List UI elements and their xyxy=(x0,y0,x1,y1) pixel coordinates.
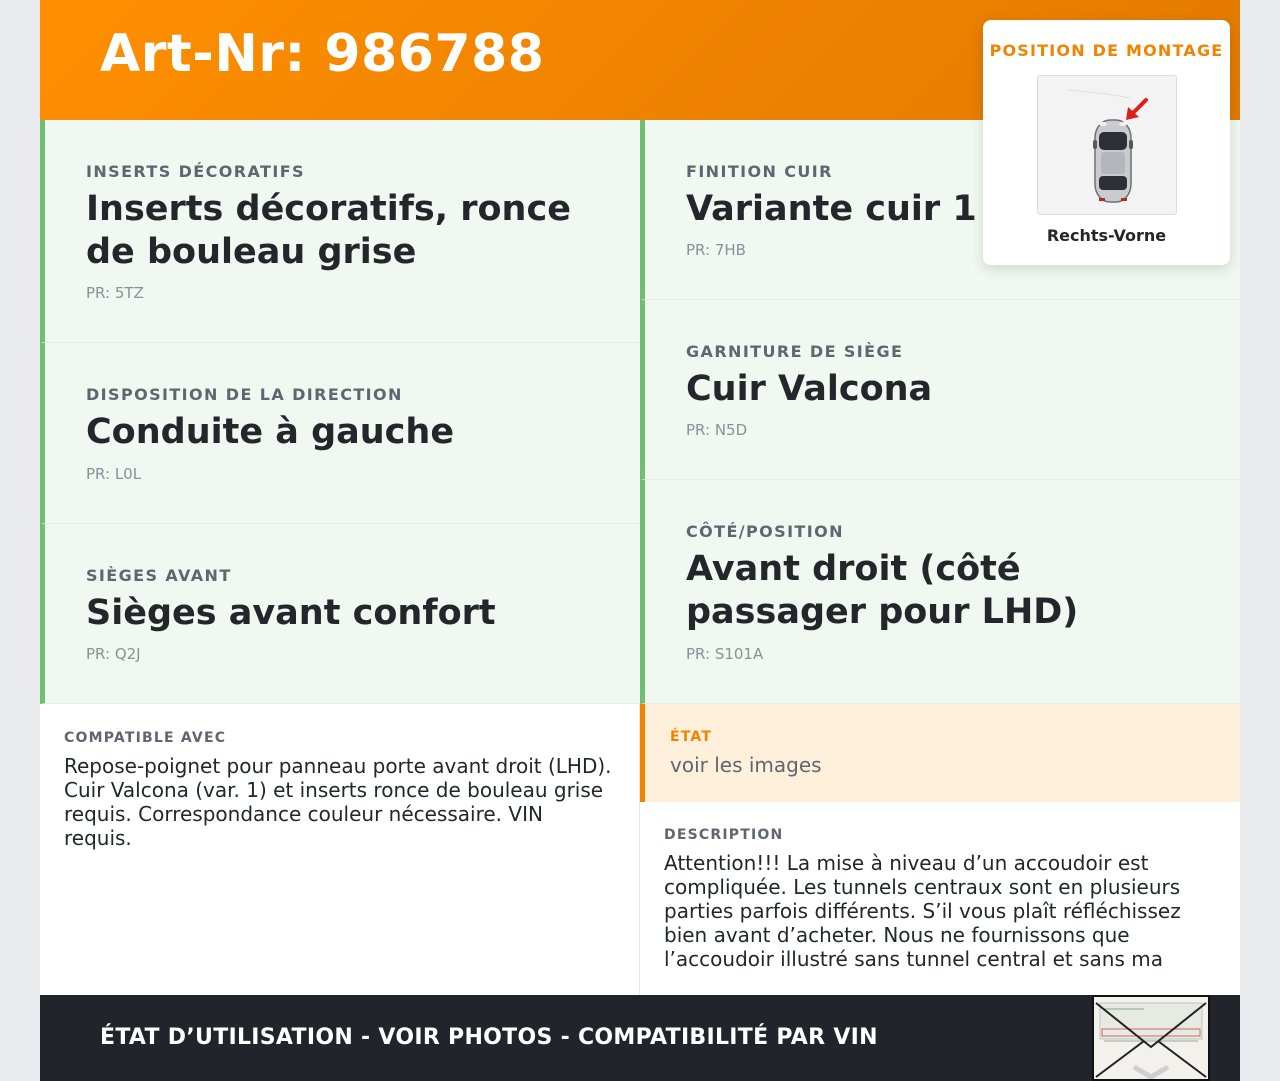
part-label-thumbnail[interactable] xyxy=(1092,995,1210,1081)
spec-cell-inserts xyxy=(40,120,640,343)
spec-cell-steering xyxy=(40,343,640,524)
spec-value: Conduite à gauche xyxy=(86,412,455,452)
compatibility-label: COMPATIBLE AVEC xyxy=(64,730,227,746)
spec-pr-code: PR: 7HB xyxy=(686,241,746,259)
description-text: Attention!!! La mise à niveau d’un accoudoir est compliquée. Les tunnels centraux sont en plusieurs parties parfois différents. S’il vous plaît réfléchissez bien avant d’acheter. Nous ne fournissons que l’accoudoir illustré sans tunnel central et sans ma xyxy=(664,851,1181,971)
car-position-image[interactable] xyxy=(1037,75,1177,215)
condition-value: voir les images xyxy=(670,753,822,777)
spec-pr-code: PR: Q2J xyxy=(86,645,141,663)
footer-text: ÉTAT D’UTILISATION - VOIR PHOTOS - COMPATIBILITÉ PAR VIN xyxy=(100,1025,878,1050)
spec-label: SIÈGES AVANT xyxy=(86,566,232,585)
spec-value: Sièges avant confort xyxy=(86,593,496,633)
spec-value: Inserts décoratifs, ronce de bouleau grise xyxy=(86,189,571,272)
spec-cell-side-position xyxy=(640,480,1240,704)
compatibility-text: Repose-poignet pour panneau porte avant droit (LHD). Cuir Valcona (var. 1) et inserts ronce de bouleau grise requis. Correspondance couleur nécessaire. VIN requis. xyxy=(64,754,612,850)
spec-label: DISPOSITION DE LA DIRECTION xyxy=(86,385,403,404)
condition-section xyxy=(640,704,1240,802)
spec-value: Cuir Valcona xyxy=(686,369,933,409)
footer-bar xyxy=(40,995,1240,1081)
spec-label: CÔTÉ/POSITION xyxy=(686,522,844,541)
mounting-position-card xyxy=(983,20,1230,265)
red-arrow-icon xyxy=(1126,100,1146,120)
spec-cell-front-seats xyxy=(40,524,640,704)
description-section xyxy=(640,802,1240,995)
envelope-label-icon xyxy=(1094,997,1208,1079)
spec-pr-code: PR: 5TZ xyxy=(86,284,144,302)
spec-cell-seat-trim xyxy=(640,300,1240,480)
spec-label: FINITION CUIR xyxy=(686,162,833,181)
car-top-view-icon xyxy=(1038,76,1176,214)
spec-value: Avant droit (côté passager pour LHD) xyxy=(686,549,1079,632)
description-label: DESCRIPTION xyxy=(664,827,784,843)
mounting-position-caption: Rechts-Vorne xyxy=(1046,226,1167,245)
article-number: Art-Nr: 986788 xyxy=(100,24,545,84)
spec-value: Variante cuir 1 xyxy=(686,189,977,229)
condition-label: ÉTAT xyxy=(670,729,713,745)
mounting-position-title: POSITION DE MONTAGE xyxy=(989,41,1224,60)
spec-pr-code: PR: S101A xyxy=(686,645,764,663)
spec-pr-code: PR: L0L xyxy=(86,465,142,483)
product-sheet xyxy=(40,0,1240,1081)
spec-label: GARNITURE DE SIÈGE xyxy=(686,342,904,361)
spec-label: INSERTS DÉCORATIFS xyxy=(86,162,305,181)
spec-column-left xyxy=(40,120,640,704)
compatibility-section xyxy=(40,704,640,995)
spec-pr-code: PR: N5D xyxy=(686,421,748,439)
